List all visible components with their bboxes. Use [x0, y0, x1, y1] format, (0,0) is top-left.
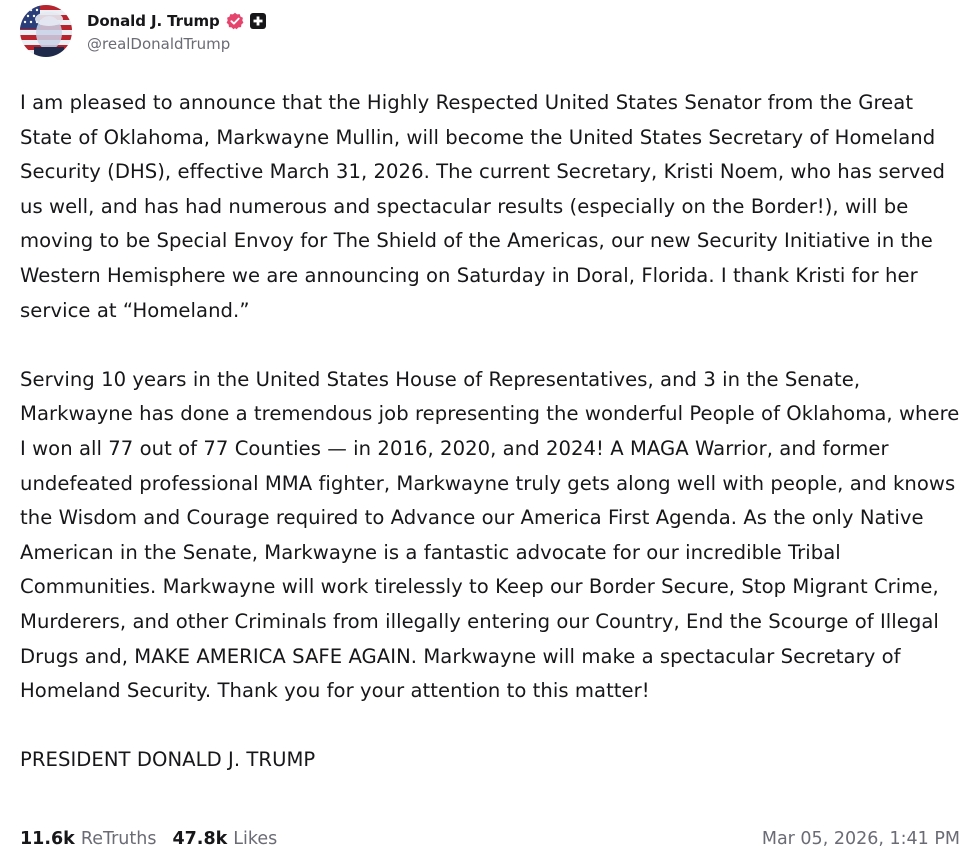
author-handle[interactable]: @realDonaldTrump: [87, 35, 231, 53]
author-name-row: [87, 9, 266, 33]
post-timestamp[interactable]: Mar 05, 2026, 1:41 PM: [761, 829, 960, 849]
verified-badge-icon: [226, 12, 244, 30]
retruths-stat[interactable]: [20, 829, 156, 849]
likes-label: Likes: [233, 829, 278, 849]
post-header: [20, 4, 266, 58]
post-content: [20, 86, 968, 778]
post-signature: PRESIDENT DONALD J. TRUMP: [20, 748, 316, 772]
plus-badge-icon: [250, 13, 266, 29]
retruths-count: 11.6k: [20, 829, 75, 849]
post-footer: [20, 825, 960, 853]
post-paragraph: I am pleased to announce that the Highly Respected United States Senator from the Great State of Oklahoma, Markwayne Mullin, will become the United States Secretary of Homeland Security (DHS), effective March 31, 2026. The current Secretary, Kristi Noem, who has served us well, and has had numerous and spectacular results (especially on the Border!), will be moving to be Special Envoy for The Shield of the Americas, our new Security Initiative in the Western Hemisphere we are announcing on Saturday in Doral, Florida. I thank Kristi for her service at “Homeland.”: [20, 91, 946, 322]
likes-count: 47.8k: [172, 829, 228, 849]
post-paragraph: Serving 10 years in the United States House of Representatives, and 3 in the Senate, Markwayne has done a tremendous job representing the wonderful People of Oklahoma, where I won all 77 out of 77 Counties — in 2016, 2020, and 2024! A MAGA Warrior, and former undefeated professional MMA fighter, Markwayne truly gets along well with people, and knows the Wisdom and Courage required to Advance our America First Agenda. As the only Native American in the Senate, Markwayne is a fantastic advocate for our incredible Tribal Communities. Markwayne will work tirelessly to Keep our Border Secure, Stop Migrant Crime, Murderers, and other Criminals from illegally entering our Country, End the Scourge of Illegal Drugs and, MAKE AMERICA SAFE AGAIN. Markwayne will make a spectacular Secretary of Homeland Security. Thank you for your attention to this matter!: [20, 367, 960, 703]
retruths-label: ReTruths: [80, 829, 157, 849]
avatar[interactable]: [20, 5, 72, 57]
avatar-image: [20, 5, 72, 57]
author-identity: [87, 9, 266, 53]
author-display-name[interactable]: Donald J. Trump: [87, 12, 220, 30]
likes-stat[interactable]: [172, 829, 277, 849]
